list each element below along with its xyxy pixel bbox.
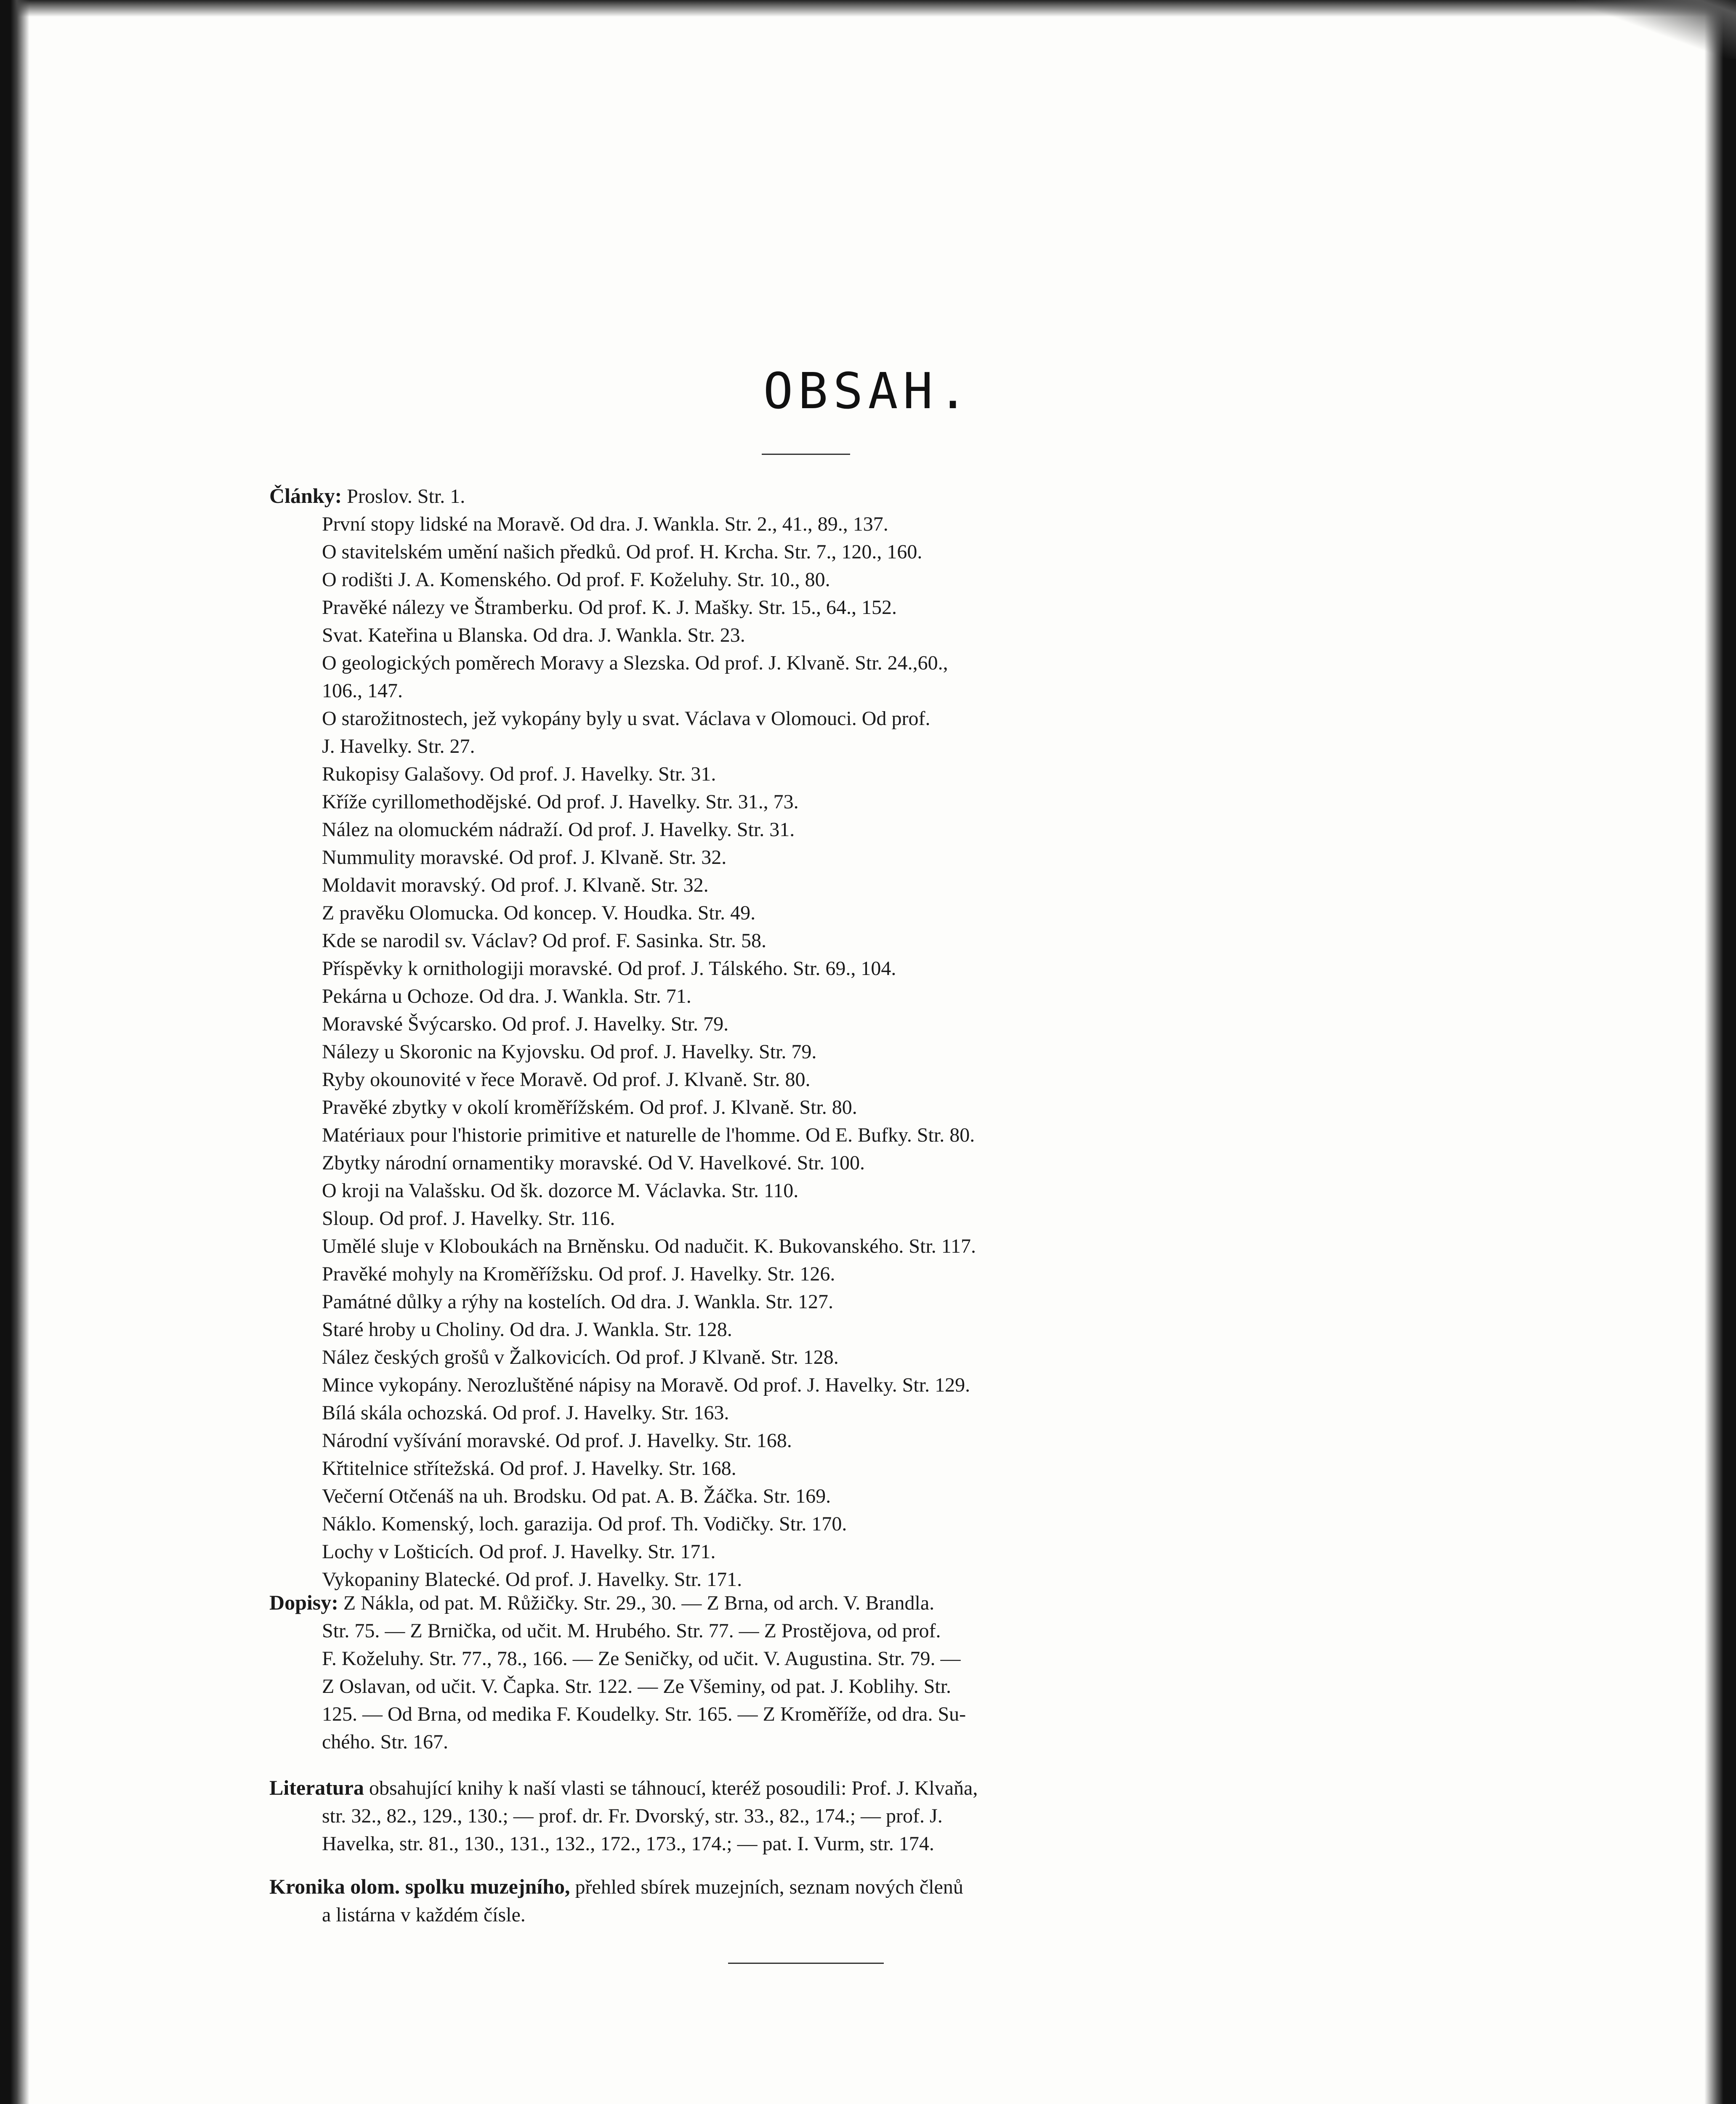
content-line: Havelka, str. 81., 130., 131., 132., 172., 173., 174.; — pat. I. Vurm, str. 174. xyxy=(322,1833,934,1855)
content-line: Moravské Švýcarsko. Od prof. J. Havelky. Str. 79. xyxy=(322,1013,729,1035)
scan-edge-right xyxy=(1704,0,1736,2104)
content-line: O rodišti J. A. Komenského. Od prof. F. Koželuhy. Str. 10., 80. xyxy=(322,569,830,591)
content-line: 125. — Od Brna, od medika F. Koudelky. Str. 165. — Z Kroměříže, od dra. Su- xyxy=(322,1703,966,1725)
kronika-line-list xyxy=(269,1901,1355,1929)
content-line: Vykopaniny Blatecké. Od prof. J. Havelky. Str. 171. xyxy=(322,1568,742,1591)
kronika-first-text: přehled sbírek muzejních, seznam nových členů xyxy=(575,1876,963,1898)
content-line: O kroji na Valašsku. Od šk. dozorce M. Václavka. Str. 110. xyxy=(322,1180,799,1202)
content-line: Zbytky národní ornamentiky moravské. Od V. Havelkové. Str. 100. xyxy=(322,1152,865,1174)
content-line: Z Oslavan, od učit. V. Čapka. Str. 122. — Ze Všeminy, od pat. J. Koblihy. Str. xyxy=(322,1675,952,1698)
dopisy-first-text: Z Nákla, od pat. M. Růžičky. Str. 29., 30. — Z Brna, od arch. V. Brandla. xyxy=(343,1592,935,1614)
content-line: Str. 75. — Z Brnička, od učit. M. Hrubého. Str. 77. — Z Prostějova, od prof. xyxy=(322,1620,941,1642)
dopisy-heading: Dopisy: xyxy=(269,1591,338,1614)
content-line: Kříže cyrillomethodějské. Od prof. J. Havelky. Str. 31., 73. xyxy=(322,791,799,813)
content-line: F. Koželuhy. Str. 77., 78., 166. — Ze Seničky, od učit. V. Augustina. Str. 79. — xyxy=(322,1647,961,1670)
end-divider xyxy=(728,1963,884,1964)
content-line: 106., 147. xyxy=(322,680,403,702)
scan-edge-left xyxy=(0,0,29,2104)
content-line: Náklo. Komenský, loch. garazija. Od prof. Th. Vodičky. Str. 170. xyxy=(322,1513,847,1535)
kronika-first-line xyxy=(269,1873,1355,1901)
content-line: Svat. Kateřina u Blanska. Od dra. J. Wankla. Str. 23. xyxy=(322,624,745,646)
literatura-heading: Literatura xyxy=(269,1776,364,1799)
content-line: chého. Str. 167. xyxy=(322,1731,448,1753)
content-line: a listárna v každém čísle. xyxy=(322,1904,526,1926)
content-line: Lochy v Lošticích. Od prof. J. Havelky. Str. 171. xyxy=(322,1541,716,1563)
literatura-line-list xyxy=(269,1802,1355,1858)
content-line: Příspěvky k ornithologiji moravské. Od prof. J. Tálského. Str. 69., 104. xyxy=(322,957,896,980)
content-line: J. Havelky. Str. 27. xyxy=(322,735,475,757)
content-line: Sloup. Od prof. J. Havelky. Str. 116. xyxy=(322,1207,615,1230)
content-line: Nález na olomuckém nádraží. Od prof. J. Havelky. Str. 31. xyxy=(322,818,795,841)
content-line: Pravěké zbytky v okolí kroměřížském. Od prof. J. Klvaně. Str. 80. xyxy=(322,1096,857,1118)
literatura-first-text: obsahující knihy k naší vlasti se táhnoucí, kteréž posoudili: Prof. J. Klvaňa, xyxy=(369,1777,978,1799)
content-line: Z pravěku Olomucka. Od koncep. V. Houdka. Str. 49. xyxy=(322,902,756,924)
content-line: O starožitnostech, jež vykopány byly u svat. Václava v Olomouci. Od prof. xyxy=(322,707,930,730)
clanky-heading: Články: xyxy=(269,484,342,507)
content-line: str. 32., 82., 129., 130.; — prof. dr. Fr. Dvorský, str. 33., 82., 174.; — prof. J. xyxy=(322,1805,943,1827)
content-line: Pekárna u Ochoze. Od dra. J. Wankla. Str. 71. xyxy=(322,985,691,1007)
page-title: OBSAH. xyxy=(763,362,973,420)
content-line: Křtitelnice střítežská. Od prof. J. Havelky. Str. 168. xyxy=(322,1457,736,1480)
content-line: Umělé sluje v Kloboukách na Brněnsku. Od nadučit. K. Bukovanského. Str. 117. xyxy=(322,1235,976,1257)
section-literatura xyxy=(269,1774,1355,1858)
content-line: Večerní Otčenáš na uh. Brodsku. Od pat. A. B. Žáčka. Str. 169. xyxy=(322,1485,831,1507)
content-line: Národní vyšívání moravské. Od prof. J. Havelky. Str. 168. xyxy=(322,1429,792,1452)
content-line: Pravěké mohyly na Kroměřížsku. Od prof. J. Havelky. Str. 126. xyxy=(322,1263,835,1285)
literatura-first-line xyxy=(269,1774,1355,1802)
kronika-heading: Kronika olom. spolku muzejního, xyxy=(269,1875,570,1898)
dopisy-line-list xyxy=(269,1617,1355,1756)
content-line: Nálezy u Skoronic na Kyjovsku. Od prof. J. Havelky. Str. 79. xyxy=(322,1041,817,1063)
content-line: Moldavit moravský. Od prof. J. Klvaně. Str. 32. xyxy=(322,874,709,896)
content-line: Pravěké nálezy ve Štramberku. Od prof. K. J. Mašky. Str. 15., 64., 152. xyxy=(322,596,897,619)
dopisy-first-line xyxy=(269,1589,1355,1617)
title-divider xyxy=(762,454,850,455)
content-line: O geologických poměrech Moravy a Slezska. Od prof. J. Klvaně. Str. 24.,60., xyxy=(322,652,948,674)
section-clanky xyxy=(269,482,1355,1594)
content-line: Matériaux pour l'historie primitive et naturelle de l'homme. Od E. Bufky. Str. 80. xyxy=(322,1124,975,1146)
content-line: Bílá skála ochozská. Od prof. J. Havelky. Str. 163. xyxy=(322,1402,729,1424)
content-line: Mince vykopány. Nerozluštěné nápisy na Moravě. Od prof. J. Havelky. Str. 129. xyxy=(322,1374,970,1396)
content-line: Kde se narodil sv. Václav? Od prof. F. Sasinka. Str. 58. xyxy=(322,930,766,952)
content-line: Rukopisy Galašovy. Od prof. J. Havelky. Str. 31. xyxy=(322,763,716,785)
content-line: Ryby okounovité v řece Moravě. Od prof. J. Klvaně. Str. 80. xyxy=(322,1068,811,1091)
content-line: První stopy lidské na Moravě. Od dra. J. Wankla. Str. 2., 41., 89., 137. xyxy=(322,513,888,535)
clanky-first-entry: Proslov. Str. 1. xyxy=(347,485,465,507)
content-line: O stavitelském umění našich předků. Od prof. H. Krcha. Str. 7., 120., 160. xyxy=(322,541,922,563)
clanky-entry-list xyxy=(269,510,1355,1594)
content-line: Památné důlky a rýhy na kostelích. Od dra. J. Wankla. Str. 127. xyxy=(322,1291,834,1313)
scan-corner xyxy=(1576,0,1736,59)
clanky-first-line xyxy=(269,482,1355,510)
section-dopisy xyxy=(269,1589,1355,1756)
section-kronika xyxy=(269,1873,1355,1929)
content-line: Staré hroby u Choliny. Od dra. J. Wankla. Str. 128. xyxy=(322,1318,732,1341)
content-line: Nález českých grošů v Žalkovicích. Od prof. J Klvaně. Str. 128. xyxy=(322,1346,839,1368)
content-line: Nummulity moravské. Od prof. J. Klvaně. Str. 32. xyxy=(322,846,727,869)
scan-edge-top xyxy=(0,0,1736,17)
